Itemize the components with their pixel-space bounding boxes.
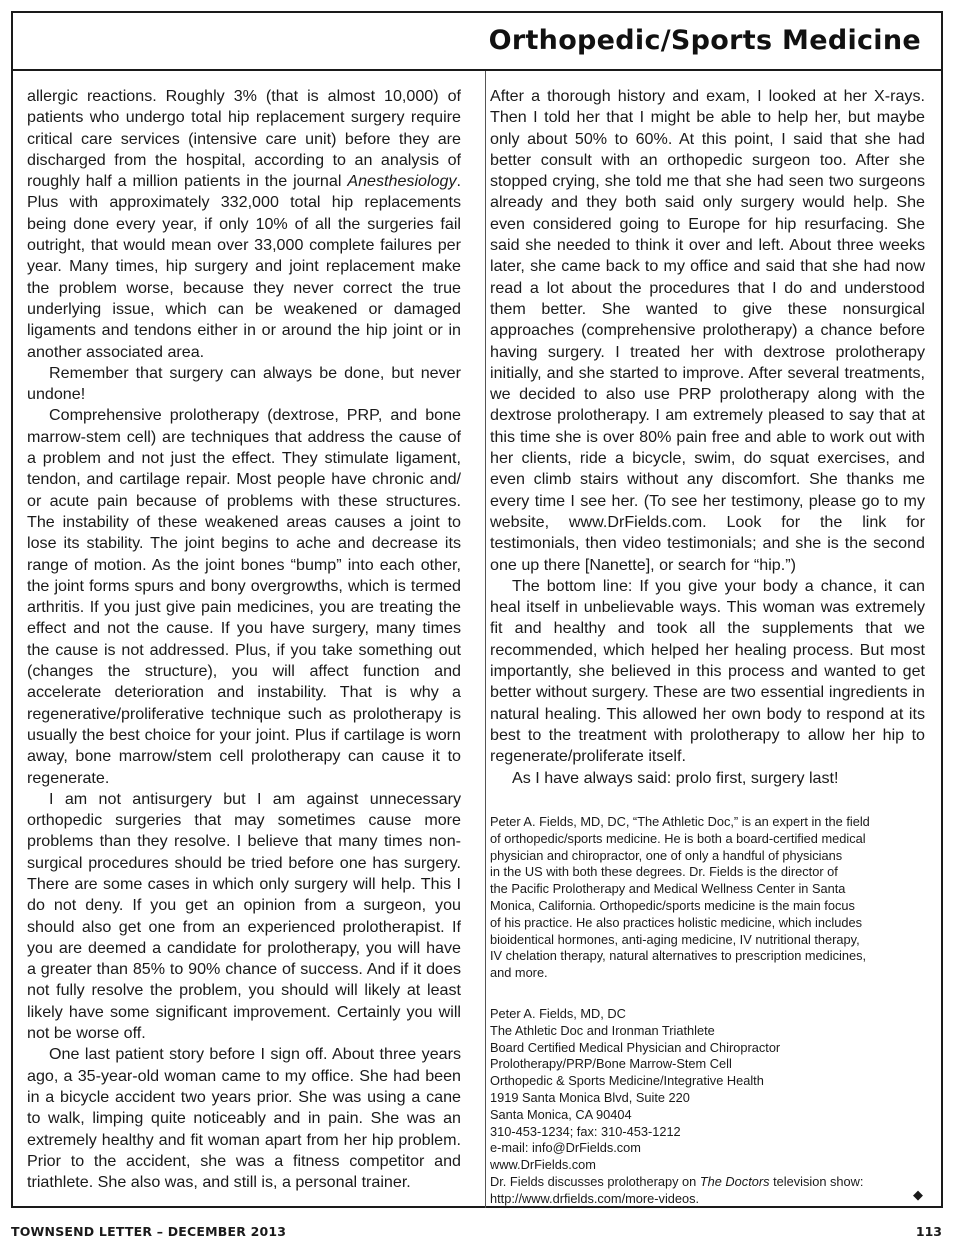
bio-line: Peter A. Fields, MD, DC, “The Athletic Doc,” is an expert in the field <box>490 814 870 829</box>
bio-line: the Pacific Prolotherapy and Medical Wellness Center in Santa <box>490 881 846 897</box>
video-link[interactable]: http://www.drfields.com/more-videos. <box>490 1190 700 1206</box>
paragraph: I am not antisurgery but I am against unnecessary orthopedic surgeries that may sometimes cause more problems than they resolve. I believe that many times non-surgical procedures should be tried before one has surgery. There are some cases in which only surgery will help. This I do not deny. If you get an opinion from a surgeon, you should also get one from an experienced prolotherapist. If you are deemed a candidate for prolotherapy, you will have a greater than 85% to 90% chance of success. And if it does not fully resolve the problem, you should will likely at least likely have some significant improvement. Certainly you will not be worse off. <box>27 789 461 1043</box>
paragraph: One last patient story before I sign off. About three years ago, a 35-year-old woman came to my office. She had been in a bicycle accident two years prior. She was using a cane to walk, limping quite noticeably and in pain. She was an extremely healthy and fit woman apart from her hip problem. Prior to the accident, she was a fitness competitor and triathlete. She also was, and still is, a personal trainer. <box>27 1045 461 1192</box>
bio-line: physician and chiropractor, one of only a handful of physicians <box>490 847 843 863</box>
paragraph: allergic reactions. Roughly 3% (that is almost 10,000) of patients who undergo total hip replacement surgery require critical care services (intensive care unit) before they are discharged from the hospital, according to an analysis of roughly half a million patients in the journal Anesthesiology. Plus with approximately 332,000 total hip replacements being done every year, if only 10% of all the surgeries fail outright, that would mean over 33,000 complete failures per year. Many times, hip surgery and joint replacement make the problem worse, because they never correct the true underlying issue, which can be weakened or damaged ligaments and tendons either in or around the hip joint or in another associated area. <box>27 87 461 361</box>
journal-name: Anesthesiology <box>347 172 457 191</box>
bio-line: IV chelation therapy, natural alternatives to prescription medicines, <box>490 948 867 964</box>
contact-line: Dr. Fields discusses prolotherapy on The Doctors television show: <box>490 1173 864 1189</box>
bio-line: of his practice. He also practices holistic medicine, which includes <box>490 914 862 930</box>
contact-email[interactable]: e-mail: info@DrFields.com <box>490 1140 641 1156</box>
section-title: Orthopedic/Sports Medicine <box>488 25 921 56</box>
left-column <box>27 86 461 1193</box>
contact-line: Board Certified Medical Physician and Chiropractor <box>490 1039 781 1055</box>
contact-line: The Athletic Doc and Ironman Triathlete <box>490 1022 715 1038</box>
contact-line: 1919 Santa Monica Blvd, Suite 220 <box>490 1089 690 1105</box>
section-header <box>13 13 941 71</box>
bio-line: Monica, California. Orthopedic/sports medicine is the main focus <box>490 897 855 913</box>
author-contact <box>490 1006 930 1208</box>
column-divider <box>485 71 486 1208</box>
contact-website[interactable]: www.DrFields.com <box>490 1157 596 1173</box>
page-number: 113 <box>915 1224 942 1239</box>
paragraph: After a thorough history and exam, I looked at her X-rays. Then I told her that I might be able to help her, but maybe only about 50% to 60%. At this point, I said that she had better consult with an orthopedic surgeon too. After she stopped crying, she told me that she had seen two surgeons already and they both said only surgery would help. She even considered going to Europe for hip resurfacing. She said she needed to think it over and left. About three weeks later, she came back to my office and said that she had now read a lot about the procedures that I do and understood them better. She wanted to give these nonsurgical approaches (comprehensive prolotherapy) a chance before having surgery. I treated her with dextrose prolotherapy initially, and she started to improve. After several treatments, we decided to also use PRP prolotherapy along with the dextrose prolotherapy. I am extremely pleased to say that at this time she is over 80% pain free and able to work out with her clients, ride a bicycle, swim, do squat exercises, and even climb stairs without any discomfort. She thanks me every time I see her. (To see her testimony, please go to my website, www.DrFields.com. Look for the link for testimonials, then video testimonials; and she is the second one up there [Nanette], or search for “hip.”) <box>490 87 925 574</box>
paragraph: Comprehensive prolotherapy (dextrose, PRP, and bone marrow-stem cell) are techniques that address the cause of a problem and not just the effect. They stimulate ligament, tendon, and cartilage repair. Most people have chronic and/ or acute pain because of problems with these structures. The instability of these weakened areas causes a joint to lose its stability. The joint begins to ache and decrease its range of motion. As the joint bones “bump” into each other, the joint forms spurs and bony overgrowths, which is termed arthritis. If you just give pain medicines, you are treating the effect and not the cause. If you have surgery, many times the cause is not addressed. Plus, if you take something out (changes the structure), you will affect function and accelerate deterioration and instability. That is why a regenerative/proliferative technique such as prolotherapy is usually the best choice for your joint. Plus if cartilage is worn away, bone marrow/stem cell prolotherapy can cause it to regenerate. <box>27 406 461 787</box>
paragraph: Remember that surgery can always be done, but never undone! <box>27 363 461 404</box>
end-mark-icon: ◆ <box>913 1188 923 1203</box>
tv-show-name: The Doctors <box>699 1173 770 1189</box>
contact-line: 310-453-1234; fax: 310-453-1212 <box>490 1123 681 1139</box>
contact-line: Santa Monica, CA 90404 <box>490 1106 632 1122</box>
bio-line: in the US with both these degrees. Dr. Fields is the director of <box>490 864 838 880</box>
paragraph: As I have always said: prolo first, surgery last! <box>512 768 839 787</box>
bio-line: of orthopedic/sports medicine. He is both a board-certified medical <box>490 830 866 846</box>
right-column <box>490 86 925 789</box>
contact-line: Prolotherapy/PRP/Bone Marrow-Stem Cell <box>490 1056 732 1072</box>
contact-line: Peter A. Fields, MD, DC <box>490 1006 626 1021</box>
contact-line: Orthopedic & Sports Medicine/Integrative Health <box>490 1073 764 1089</box>
bio-line: bioidentical hormones, anti-aging medicine, IV nutritional therapy, <box>490 931 860 947</box>
publication-footer: TOWNSEND LETTER – DECEMBER 2013 <box>11 1224 287 1239</box>
bio-line: and more. <box>490 965 548 981</box>
author-bio <box>490 814 930 982</box>
paragraph: The bottom line: If you give your body a chance, it can heal itself in unbelievable ways. This woman was extremely fit and healthy and took all the supplements that we recommended, which helped her healing process. But most importantly, she believed in this process and wanted to get better without surgery. These are two essential ingredients in natural healing. This allowed her own body to respond at its best to the treatment with prolotherapy to allow her hip to regenerate/proliferate itself. <box>490 576 925 766</box>
